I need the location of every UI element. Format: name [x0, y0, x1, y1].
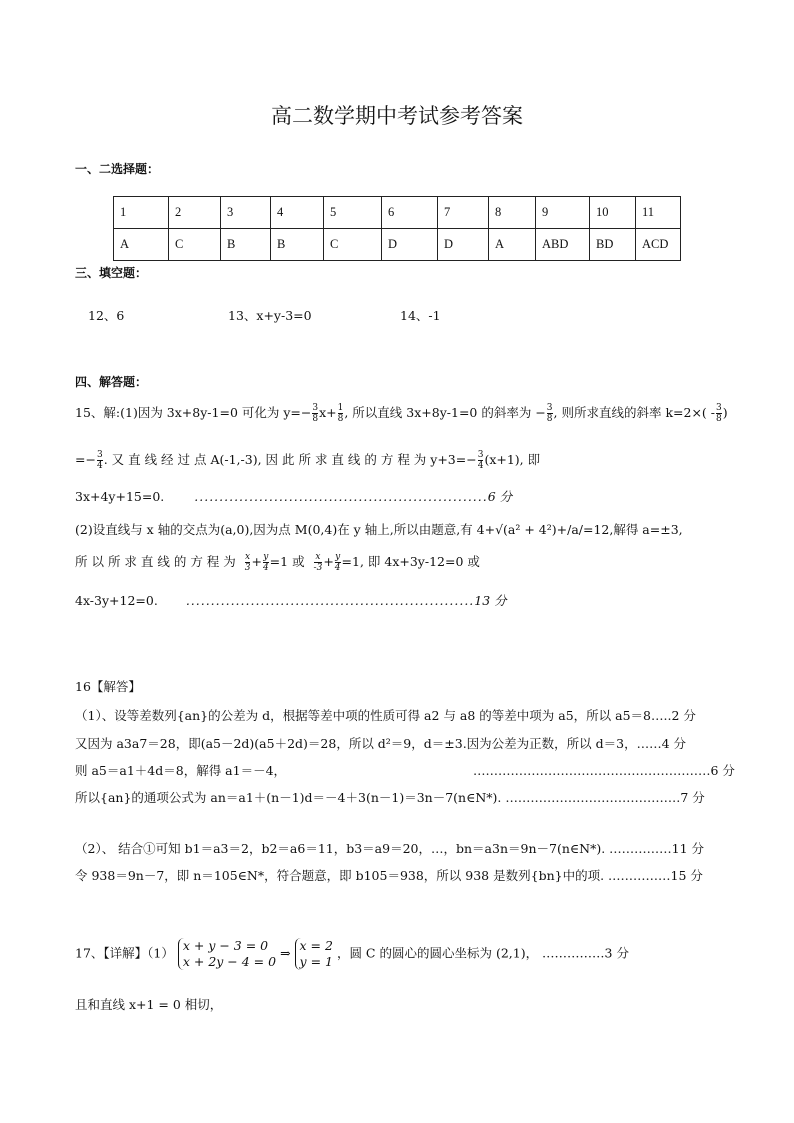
- equation-system: x + y − 3 = 0 x + 2y − 4 = 0: [178, 938, 276, 970]
- answer-table: [113, 196, 681, 261]
- section-choice-heading: 一、二选择题：: [75, 162, 160, 176]
- dots: ...........................................................: [194, 489, 488, 504]
- q17-line2: 且和直线 x+1 = 0 相切，: [75, 997, 223, 1012]
- q15-line5: 所 以 所 求 直 线 的 方 程 为 $\frac{x}{3}$ + $\frac{y}{4}$ =1 或 $\frac{x}{-3}$ + $\frac{y}{4}$ =1, 即 4x+3y-12=0 或: [75, 552, 480, 573]
- q16-heading: 16【解答】: [75, 679, 141, 694]
- question-number-cell: 3: [221, 197, 271, 229]
- q15-line2: [75, 450, 540, 471]
- answer-cell: C: [324, 229, 382, 261]
- q16-line2: 又因为 a3a7＝28，即(a5－2d)(a5＋2d)＝28，所以 d²＝9，d＝±3.因为公差为正数，所以 d＝3，……4 分: [75, 736, 687, 751]
- text: ，圆 C 的圆心的圆心坐标为 (2,1)， ……………3 分: [336, 945, 629, 961]
- fill-answer-14: 14、-1: [400, 308, 441, 323]
- fraction: $\frac{y}{4}$: [334, 552, 341, 573]
- question-number-cell: 5: [324, 197, 382, 229]
- answer-cell: C: [169, 229, 221, 261]
- q15-line4: (2)设直线与 x 轴的交点为(a,0),因为点 M(0,4)在 y 轴上,所以由题意,有 4+√(a² + 4²)+/a/=12,解得 a=±3,: [75, 522, 683, 537]
- section-fill-heading: 三、填空题：: [75, 266, 148, 280]
- text: =1 或: [269, 554, 305, 569]
- fraction: $\frac{3}{8}$: [716, 403, 722, 424]
- question-number-cell: 1: [114, 197, 169, 229]
- q16-line1: （1）、设等差数列{an}的公差为 d，根据等差中项的性质可得 a2 与 a8 的等差中项为 a5，所以 a5＝8…..2 分: [75, 708, 696, 723]
- score: 6 分: [487, 489, 513, 504]
- text: , 则所求直线的斜率 k=2×( -: [553, 405, 716, 420]
- text: =−: [75, 452, 96, 467]
- q16-line3: 则 a5＝a1＋4d＝8，解得 a1＝－4，: [75, 763, 287, 778]
- text: 15、解:(1)因为 3x+8y-1=0 可化为 y=−: [75, 405, 312, 420]
- fraction: $\frac{3}{8}$: [312, 403, 319, 424]
- answer-cell: A: [489, 229, 536, 261]
- section-solution-heading: 四、解答题：: [75, 375, 148, 389]
- answer-cell: B: [221, 229, 271, 261]
- table-row-answers: [114, 229, 681, 261]
- question-number-cell: 10: [590, 197, 636, 229]
- implies-arrow: ⇒: [280, 945, 291, 961]
- q16-line3-score: …………………………………………………6 分: [473, 763, 735, 778]
- page-title: 高二数学期中考试参考答案: [271, 104, 523, 128]
- answer-cell: ABD: [536, 229, 590, 261]
- solution-system: x = 2 y = 1: [295, 938, 333, 970]
- table-row-numbers: [114, 197, 681, 229]
- answer-cell: BD: [590, 229, 636, 261]
- text: (x+1), 即: [484, 452, 541, 467]
- answer-cell: B: [271, 229, 324, 261]
- answer-cell: D: [382, 229, 438, 261]
- question-number-cell: 6: [382, 197, 438, 229]
- fraction: $\frac{1}{8}$: [337, 403, 344, 424]
- fill-answer-12: 12、6: [88, 308, 125, 323]
- text: 17、【详解】（1）: [75, 945, 174, 961]
- text: 4x-3y+12=0.: [75, 593, 158, 608]
- q15-line1: 15、解:(1)因为 3x+8y-1=0 可化为 y=− $\frac{3}{8}$ x+ $\frac{1}{8}$ , 所以直线 3x+8y-1=0 的斜率为 − $\frac{3}{8}$ , 则所求直线的斜率 k=2×( - $\frac{3}{8}$ ): [75, 403, 728, 424]
- fraction: $\frac{3}{8}$: [546, 403, 553, 424]
- text: , 所以直线 3x+8y-1=0 的斜率为 −: [344, 405, 546, 420]
- fraction: $\frac{x}{-3}$: [313, 552, 323, 573]
- fill-answer-13: 13、x+y-3=0: [228, 308, 312, 323]
- question-number-cell: 2: [169, 197, 221, 229]
- text: =1, 即 4x+3y-12=0 或: [341, 554, 480, 569]
- answer-cell: D: [438, 229, 489, 261]
- q17-line1: [75, 938, 629, 970]
- q16-line4: 所以{an}的通项公式为 an＝a1＋(n－1)d＝－4＋3(n－1)＝3n－7(n∈N*). ……………………………………7 分: [75, 790, 705, 805]
- score: 13 分: [474, 593, 507, 608]
- q16-line6: 令 938＝9n－7，即 n＝105∈N*，符合题意，即 b105＝938，所以 938 是数列{bn}中的项. ……………15 分: [75, 868, 703, 883]
- fraction: $\frac{y}{4}$: [262, 552, 269, 573]
- question-number-cell: 8: [489, 197, 536, 229]
- q15-line6: [75, 591, 507, 609]
- question-number-cell: 9: [536, 197, 590, 229]
- text: . 又 直 线 经 过 点 A(-1,-3), 因 此 所 求 直 线 的 方 程 为 y+3=−: [103, 452, 477, 467]
- q16-line5: （2）、 结合①可知 b1＝a3＝2，b2＝a6＝11，b3＝a9＝20，…，bn＝a3n＝9n－7(n∈N*). ……………11 分: [75, 841, 705, 856]
- text: 3x+4y+15=0.: [75, 489, 165, 504]
- question-number-cell: 11: [636, 197, 681, 229]
- q15-line3: [75, 487, 512, 505]
- fraction: $\frac{3}{4}$: [96, 450, 103, 471]
- fraction: $\frac{x}{3}$: [244, 552, 251, 573]
- answer-cell: A: [114, 229, 169, 261]
- text: x+: [319, 405, 337, 420]
- fraction: $\frac{3}{4}$: [477, 450, 484, 471]
- answer-cell: ACD: [636, 229, 681, 261]
- question-number-cell: 4: [271, 197, 324, 229]
- dots: ..........................................................: [185, 593, 475, 608]
- question-number-cell: 7: [438, 197, 489, 229]
- text: 所 以 所 求 直 线 的 方 程 为: [75, 554, 236, 569]
